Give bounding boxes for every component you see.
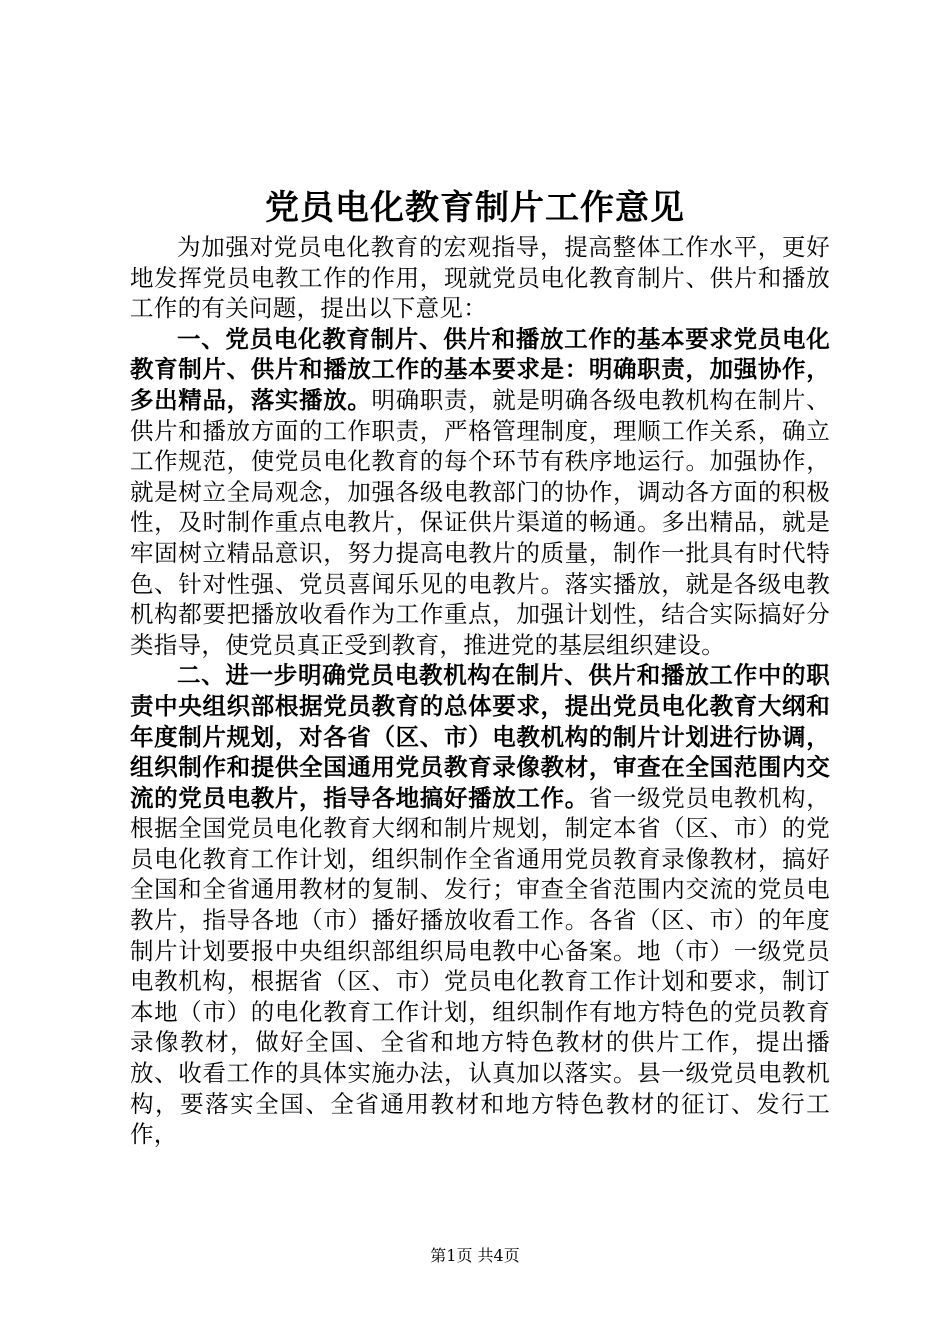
section-1-heading: 一、党员电化教育制片、供片和播放工作的基本要求党员电化教育制片、供片和播放工作的基本要求是：明确职责，加强协作，多出精品，落实播放。 xyxy=(130,324,830,414)
page-number-footer: 第1页 共4页 xyxy=(430,1246,520,1265)
section-2-heading: 二、进一步明确党员电教机构在制片、供片和播放工作中的职责中央组织部根据党员教育的总体要求，提出党员电化教育大纲和年度制片规划，对各省（区、市）电教机构的制片计划进行协调，组织制作和提供全国通用党员教育录像教材，审查在全国范围内交流的党员电教片，指导各地搞好播放工作。 xyxy=(130,661,830,812)
document-body xyxy=(130,232,830,1150)
section-1-body: 明确职责，就是明确各级电教机构在制片、供片和播放方面的工作职责，严格管理制度，理顺工作关系，确立工作规范，使党员电化教育的每个环节有秩序地运行。加强协作，就是树立全局观念，加强各级电教部门的协作，调动各方面的积极性，及时制作重点电教片，保证供片渠道的畅通。多出精品，就是牢固树立精品意识，努力提高电教片的质量，制作一批具有时代特色、针对性强、党员喜闻乐见的电教片。落实播放，就是各级电教机构都要把播放收看作为工作重点，加强计划性，结合实际搞好分类指导，使党员真正受到教育，推进党的基层组织建设。 xyxy=(130,385,830,659)
page-title: 党员电化教育制片工作意见 xyxy=(265,188,685,228)
section-2-body: 省一级党员电教机构，根据全国党员电化教育大纲和制片规划，制定本省（区、市）的党员电化教育工作计划，组织制作全省通用党员教育录像教材，搞好全国和全省通用教材的复制、发行；审查全省范围内交流的党员电教片，指导各地（市）播好播放收看工作。各省（区、市）的年度制片计划要报中央组织部组织局电教中心备案。地（市）一级党员电教机构，根据省（区、市）党员电化教育工作计划和要求，制订本地（市）的电化教育工作计划，组织制作有地方特色的党员教育录像教材，做好全国、全省和地方特色教材的供片工作，提出播放、收看工作的具体实施办法，认真加以落实。县一级党员电教机构，要落实全国、全省通用教材和地方特色教材的征订、发行工作， xyxy=(130,783,831,1149)
section-1-paragraph xyxy=(130,324,830,661)
section-2-paragraph xyxy=(130,660,830,1150)
intro-paragraph: 为加强对党员电化教育的宏观指导，提高整体工作水平，更好地发挥党员电教工作的作用，现就党员电化教育制片、供片和播放工作的有关问题，提出以下意见： xyxy=(130,233,830,323)
